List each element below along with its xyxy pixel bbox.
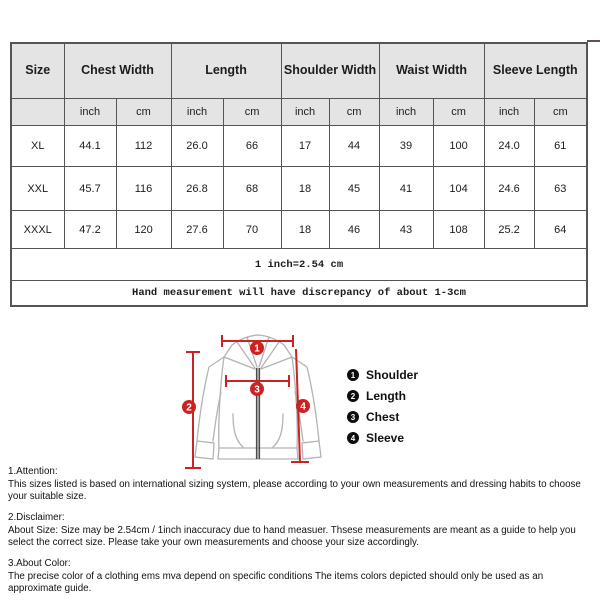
value-cell: 100 (433, 126, 484, 167)
unit-cell: inch (64, 99, 116, 126)
legend-label: Length (366, 389, 406, 403)
circled-number-icon: 3 (347, 411, 359, 423)
value-cell: 108 (433, 211, 484, 249)
value-cell: 41 (379, 167, 433, 211)
value-cell: 44.1 (64, 126, 116, 167)
size-label: XL (11, 126, 64, 167)
unit-cell: cm (534, 99, 587, 126)
value-cell: 26.8 (171, 167, 223, 211)
value-cell: 120 (116, 211, 171, 249)
column-header-sleeve-length: Sleeve Length (484, 43, 587, 99)
value-cell: 70 (223, 211, 281, 249)
legend-item-sleeve (347, 431, 418, 445)
value-cell: 47.2 (64, 211, 116, 249)
value-cell: 25.2 (484, 211, 534, 249)
hoodie-measurement-diagram (180, 332, 352, 480)
unit-cell: inch (171, 99, 223, 126)
value-cell: 116 (116, 167, 171, 211)
legend-item-length (347, 389, 418, 403)
value-cell: 44 (329, 126, 379, 167)
value-cell: 64 (534, 211, 587, 249)
diagram-legend (347, 368, 418, 452)
value-cell: 104 (433, 167, 484, 211)
note-attention (8, 466, 597, 503)
value-cell: 68 (223, 167, 281, 211)
note-body: The precise color of a clothing ems mva depend on specific conditions The items colors depicted should only be used as an approximate guide. (8, 570, 544, 594)
value-cell: 18 (281, 167, 329, 211)
table-row-xxl (11, 167, 587, 211)
units-empty-cell (11, 99, 64, 126)
unit-cell: inch (484, 99, 534, 126)
unit-cell: cm (433, 99, 484, 126)
value-cell: 18 (281, 211, 329, 249)
value-cell: 27.6 (171, 211, 223, 249)
unit-cell: inch (281, 99, 329, 126)
legend-item-shoulder (347, 368, 418, 382)
table-footnote-row-discrepancy (11, 281, 587, 307)
circled-number-icon: 4 (347, 432, 359, 444)
column-header-size: Size (11, 43, 64, 99)
table-row-xxxl (11, 211, 587, 249)
footnote-inch-conversion: 1 inch=2.54 cm (11, 249, 587, 281)
size-label: XXL (11, 167, 64, 211)
table-row-xl (11, 126, 587, 167)
note-heading: 3.About Color: (8, 557, 71, 569)
notes-section (8, 466, 597, 600)
value-cell: 46 (329, 211, 379, 249)
size-label: XXXL (11, 211, 64, 249)
column-header-waist-width: Waist Width (379, 43, 484, 99)
size-chart-table (10, 42, 588, 307)
value-cell: 45.7 (64, 167, 116, 211)
legend-label: Chest (366, 410, 400, 424)
legend-label: Shoulder (366, 368, 419, 382)
value-cell: 24.6 (484, 167, 534, 211)
unit-cell: cm (329, 99, 379, 126)
marker-2-number: 2 (186, 402, 192, 414)
value-cell: 43 (379, 211, 433, 249)
value-cell: 45 (329, 167, 379, 211)
note-heading: 1.Attention: (8, 466, 58, 477)
note-about-color (8, 558, 597, 595)
note-body: About Size: Size may be 2.54cm / 1inch inaccuracy due to hand measuer. Thsese measurements are meant as a guide to help you select the correct size. Please take your own measurements and choose your size accordingly. (8, 524, 576, 548)
value-cell: 17 (281, 126, 329, 167)
note-disclaimer (8, 512, 597, 549)
note-body: This sizes listed is based on international sizing system, please according to your own measurements and dressing habits to choose your suitable size. (8, 478, 581, 502)
value-cell: 66 (223, 126, 281, 167)
table-header-row (11, 43, 587, 99)
value-cell: 63 (534, 167, 587, 211)
table-edge-artifact-line (587, 40, 600, 42)
footnote-hand-measurement: Hand measurement will have discrepancy of about 1-3cm (11, 281, 587, 307)
column-header-shoulder-width: Shoulder Width (281, 43, 379, 99)
value-cell: 39 (379, 126, 433, 167)
table-units-row (11, 99, 587, 126)
circled-number-icon: 2 (347, 390, 359, 402)
table-footnote-row-inch (11, 249, 587, 281)
unit-cell: cm (223, 99, 281, 126)
marker-4-number: 4 (300, 401, 306, 413)
note-heading: 2.Disclaimer: (8, 511, 65, 523)
circled-number-icon: 1 (347, 369, 359, 381)
column-header-length: Length (171, 43, 281, 99)
value-cell: 112 (116, 126, 171, 167)
value-cell: 24.0 (484, 126, 534, 167)
value-cell: 61 (534, 126, 587, 167)
column-header-chest-width: Chest Width (64, 43, 171, 99)
legend-label: Sleeve (366, 431, 405, 445)
marker-1-number: 1 (254, 343, 260, 355)
value-cell: 26.0 (171, 126, 223, 167)
legend-item-chest (347, 410, 418, 424)
marker-3-number: 3 (254, 384, 260, 396)
unit-cell: inch (379, 99, 433, 126)
unit-cell: cm (116, 99, 171, 126)
